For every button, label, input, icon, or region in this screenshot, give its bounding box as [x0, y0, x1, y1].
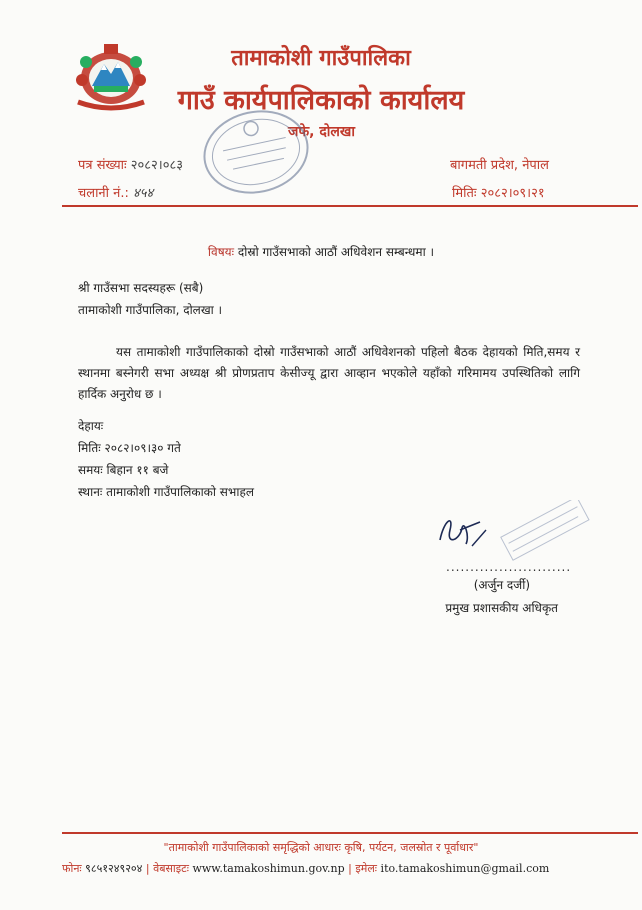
meeting-venue: स्थानः तामाकोशी गाउँपालिकाको सभाहल: [78, 485, 254, 499]
office-stamp-icon: [196, 102, 316, 202]
signer-title: प्रमुख प्रशासकीय अधिकृत: [445, 601, 558, 615]
province: बागमती प्रदेश, नेपाल: [450, 158, 549, 173]
meeting-time: समयः बिहान ११ बजे: [78, 463, 169, 477]
meeting-date: मितिः २०८२।०९।३० गते: [78, 441, 181, 455]
recipient-line-1: श्री गाउँसभा सदस्यहरू (सबै): [78, 281, 204, 295]
signature-line: ..........................: [446, 560, 572, 574]
org-name: तामाकोशी गाउँपालिका: [231, 46, 411, 71]
email-link[interactable]: ito.tamakoshimun@gmail.com: [380, 862, 550, 875]
footer-contact: फोनः ९८५१२४९२०४ | वेबसाइटः www.tamakoshimun.gov.np | इमेलः ito.tamakoshimun@gmail.com: [62, 862, 550, 875]
website-link[interactable]: www.tamakoshimun.gov.np: [192, 862, 345, 875]
dispatch-number: चलानी नं.: ४५४: [78, 186, 154, 201]
recipient-line-2: तामाकोशी गाउँपालिका, दोलखा ।: [78, 303, 223, 317]
letter-date: मितिः २०८२।०९।२१: [452, 186, 545, 201]
office-address: जफे, दोलखा: [288, 124, 356, 140]
footer-divider: [62, 832, 638, 834]
letter-number: पत्र संख्याः २०८२।०८३: [78, 158, 184, 173]
header-divider: [62, 205, 638, 207]
footer-slogan: "तामाकोशी गाउँपालिकाको समृद्धिको आधारः कृषि, पर्यटन, जलस्रोत र पूर्वाधार": [163, 841, 479, 854]
details-heading: देहायः: [78, 419, 104, 433]
signer-name: (अर्जुन दर्जी): [473, 578, 530, 592]
body-paragraph: यस तामाकोशी गाउँपालिकाको दोस्रो गाउँसभाको आठौं अधिवेशनको पहिलो बैठक देहायको मिति,समय र स्थानमा बस्नेगरी सभा अध्यक्ष श्री प्रोणप्रताप केसीज्यू द्वारा आव्हान भएकोले यहाँको गरिमामय उपस्थितिको लागि हार्दिक अनुरोध छ ।: [78, 345, 580, 401]
phone-number: ९८५१२४९२०४: [85, 862, 143, 875]
subject-line: विषयः दोस्रो गाउँसभाको आठौं अधिवेशन सम्बन्धमा ।: [207, 245, 435, 259]
office-name: गाउँ कार्यपालिकाको कार्यालय: [177, 85, 465, 116]
